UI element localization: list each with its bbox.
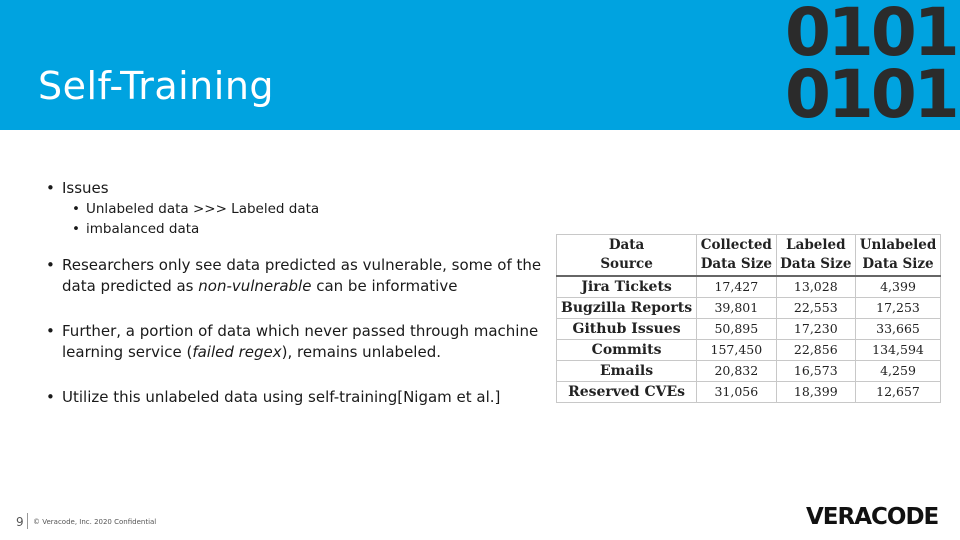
- cell-labeled: 17,230: [776, 319, 855, 340]
- cell-unlabeled: 12,657: [856, 382, 941, 403]
- cell-source: Reserved CVEs: [557, 382, 697, 403]
- header-collected: Collected Data Size: [697, 235, 776, 277]
- header-band: [0, 0, 960, 130]
- bullet-researchers-emphasis: non-vulnerable: [198, 277, 312, 295]
- dataset-size-table: [556, 234, 941, 403]
- cell-collected: 157,450: [697, 340, 776, 361]
- cell-labeled: 22,553: [776, 298, 855, 319]
- table-row: [557, 319, 941, 340]
- bullet-further: [46, 321, 556, 363]
- cell-collected: 17,427: [697, 276, 776, 298]
- cell-collected: 39,801: [697, 298, 776, 319]
- header-unlabeled: Unlabeled Data Size: [856, 235, 941, 277]
- cell-collected: 31,056: [697, 382, 776, 403]
- binary-logo-row: 0101: [785, 56, 957, 130]
- table-row: [557, 361, 941, 382]
- header-labeled: Labeled Data Size: [776, 235, 855, 277]
- cell-source: Bugzilla Reports: [557, 298, 697, 319]
- header-data-source: Data Source: [557, 235, 697, 277]
- footer-divider: [27, 513, 28, 529]
- table-header-row: [557, 235, 941, 277]
- sub-bullet-unlabeled: • Unlabeled data >>> Labeled data: [46, 199, 556, 219]
- table-row: [557, 276, 941, 298]
- slide-title: Self-Training: [38, 64, 275, 108]
- cell-source: Emails: [557, 361, 697, 382]
- table-row: [557, 298, 941, 319]
- bullet-researchers-text-end: can be informative: [311, 277, 458, 295]
- cell-labeled: 16,573: [776, 361, 855, 382]
- bullet-further-text-end: ), remains unlabeled.: [281, 343, 441, 361]
- bullet-further-emphasis: failed regex: [192, 343, 282, 361]
- cell-labeled: 18,399: [776, 382, 855, 403]
- cell-unlabeled: 33,665: [856, 319, 941, 340]
- cell-source: Jira Tickets: [557, 276, 697, 298]
- veracode-logo: VERACODE: [806, 504, 939, 530]
- binary-logo-row: 0101: [785, 2, 957, 71]
- cell-unlabeled: 4,259: [856, 361, 941, 382]
- cell-unlabeled: 4,399: [856, 276, 941, 298]
- cell-source: Github Issues: [557, 319, 697, 340]
- bullet-list: [46, 178, 556, 408]
- cell-collected: 20,832: [697, 361, 776, 382]
- table-row: [557, 340, 941, 361]
- bullet-issues: • Issues: [46, 178, 556, 199]
- cell-source: Commits: [557, 340, 697, 361]
- cell-labeled: 22,856: [776, 340, 855, 361]
- cell-unlabeled: 134,594: [856, 340, 941, 361]
- bullet-utilize: • Utilize this unlabeled data using self-training[Nigam et al.]: [46, 387, 556, 408]
- binary-logo-graphic: [785, 2, 957, 130]
- bullet-further-text: Further, a portion of data which never passed through machine learning service (: [62, 322, 539, 361]
- sub-bullet-imbalanced: • imbalanced data: [46, 219, 556, 239]
- cell-labeled: 13,028: [776, 276, 855, 298]
- copyright-notice: © Veracode, Inc. 2020 Confidential: [33, 518, 157, 526]
- bullet-researchers: [46, 255, 556, 297]
- page-number: 9: [16, 515, 24, 529]
- cell-collected: 50,895: [697, 319, 776, 340]
- table-row: [557, 382, 941, 403]
- bullet-researchers-text: Researchers only see data predicted as vulnerable, some of the data predicted as: [62, 256, 542, 295]
- cell-unlabeled: 17,253: [856, 298, 941, 319]
